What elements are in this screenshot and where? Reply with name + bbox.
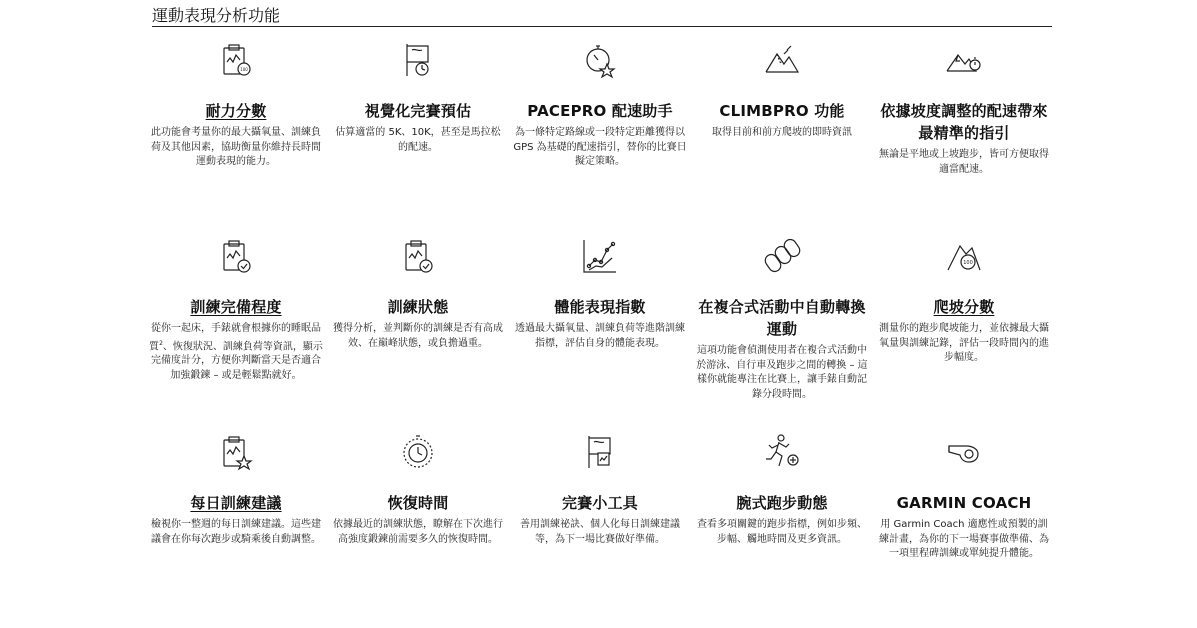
feature-card-climbpro (693, 40, 871, 141)
feature-description: 查看多項關鍵的跑步指標，例如步頻、步幅、觸地時間及更多資訊。 (697, 519, 867, 545)
feature-row (147, 40, 1057, 236)
flag-stopwatch-icon (398, 40, 438, 90)
svg-text:100: 100 (240, 67, 248, 72)
feature-card-hill-score (875, 236, 1053, 366)
feature-card-training-readiness (147, 236, 325, 383)
feature-description: 取得目前和前方爬坡的即時資訊 (712, 127, 852, 138)
feature-card-auto-multisport (693, 236, 871, 402)
feature-card-race-predictor (329, 40, 507, 155)
feature-description: 獲得分析，並判斷你的訓練是否有高成效、在巔峰狀態，或負擔過重。 (333, 323, 503, 349)
feature-description: 用 Garmin Coach 適應性或預製的訓練計畫，為你的下一場賽事做準備、為一項里程碑訓練或單純提升體能。 (879, 519, 1049, 559)
feature-card-running-dynamics (693, 432, 871, 547)
feature-description: 這項功能會偵測使用者在複合式活動中於游泳、自行車及跑步之間的轉換 – 這樣你就能專注在比賽上，讓手錶自動記錄分段時間。 (696, 345, 868, 400)
feature-title-link[interactable]: 耐力分數 (205, 102, 267, 120)
feature-title: 訓練狀態 (387, 298, 449, 316)
mountain-stopwatch-icon (944, 40, 984, 90)
feature-card-grade-adjusted-pace (875, 40, 1053, 177)
feature-row (147, 236, 1057, 432)
feature-row (147, 432, 1057, 628)
feature-description: 此功能會考量你的最大攝氧量、訓練負荷及其他因素，協助衡量你維持長時間運動表現的能力。 (151, 127, 321, 167)
feature-title: 視覺化完賽預估 (364, 102, 472, 120)
feature-title: 在複合式活動中自動轉換運動 (698, 298, 866, 338)
feature-grid (147, 40, 1057, 628)
multisport-links-icon (762, 236, 802, 286)
feature-card-training-status (329, 236, 507, 351)
clipboard-check-icon (216, 236, 256, 286)
feature-description: 無論是平地或上坡跑步，皆可方便取得適當配速。 (879, 149, 1049, 175)
flag-widget-icon (580, 432, 620, 482)
runner-dynamics-icon (762, 432, 802, 482)
feature-description: 檢視你一整週的每日訓練建議。這些建議會在你每次跑步或騎乘後自動調整。 (151, 519, 321, 545)
mountain-medal-icon (944, 236, 984, 286)
feature-card-endurance-score (147, 40, 325, 170)
feature-description: 為一條特定路線或一段特定距離獲得以 GPS 為基礎的配速指引，替你的比賽日擬定策略。 (513, 127, 687, 167)
feature-description: 善用訓練祕訣、個人化每日訓練建議等，為下一場比賽做好準備。 (520, 519, 680, 545)
stopwatch-star-icon (580, 40, 620, 90)
desc-text: 、恢復狀況、訓練負荷等資訊，顯示完備度計分，方便你判斷當天是否適合加強鍛鍊 – 或是輕鬆點就好。 (151, 340, 323, 381)
mountain-climb-icon (762, 40, 802, 90)
feature-title: 體能表現指數 (554, 298, 646, 316)
feature-title: 依據坡度調整的配速帶來最精準的指引 (880, 102, 1048, 142)
feature-title: GARMIN COACH (896, 494, 1032, 512)
footnote-marker[interactable]: 2 (159, 339, 163, 347)
feature-description: 估算適當的 5K、10K，甚至是馬拉松的配速。 (335, 127, 501, 153)
feature-card-performance-condition (511, 236, 689, 351)
feature-title: 腕式跑步動態 (736, 494, 828, 512)
feature-title: PACEPRO 配速助手 (527, 102, 673, 120)
section-title: 運動表現分析功能 (152, 6, 281, 25)
svg-text:100: 100 (963, 260, 973, 266)
feature-description: 透過最大攝氧量、訓練負荷等進階訓練指標，評估自身的體能表現。 (515, 323, 685, 349)
feature-card-garmin-coach (875, 432, 1053, 562)
recovery-timer-icon (398, 432, 438, 482)
feature-description: 依據最近的訓練狀態，瞭解在下次進行高強度鍛鍊前需要多久的恢復時間。 (333, 519, 503, 545)
clipboard-medal-icon (216, 40, 256, 90)
feature-title: 恢復時間 (387, 494, 449, 512)
desc-text: 從你一起床，手錶就會根據你的睡眠品質 (149, 323, 321, 352)
feature-title-link[interactable]: 訓練完備程度 (190, 298, 282, 316)
feature-card-pacepro (511, 40, 689, 170)
feature-title-link[interactable]: 每日訓練建議 (190, 494, 282, 512)
whistle-icon (944, 432, 984, 482)
feature-description (147, 322, 325, 383)
feature-card-race-widget (511, 432, 689, 547)
clipboard-status-icon (398, 236, 438, 286)
feature-card-daily-suggested-workouts (147, 432, 325, 547)
feature-title: 完賽小工具 (561, 494, 638, 512)
clipboard-star-icon (216, 432, 256, 482)
feature-title-link[interactable]: 爬坡分數 (933, 298, 995, 316)
performance-graph-icon (580, 236, 620, 286)
section-header (152, 0, 1052, 27)
feature-description: 測量你的跑步爬坡能力，並依據最大攝氧量與訓練記錄，評估一段時間內的進步幅度。 (879, 323, 1049, 363)
feature-card-recovery-time (329, 432, 507, 547)
feature-title: CLIMBPRO 功能 (719, 102, 845, 120)
